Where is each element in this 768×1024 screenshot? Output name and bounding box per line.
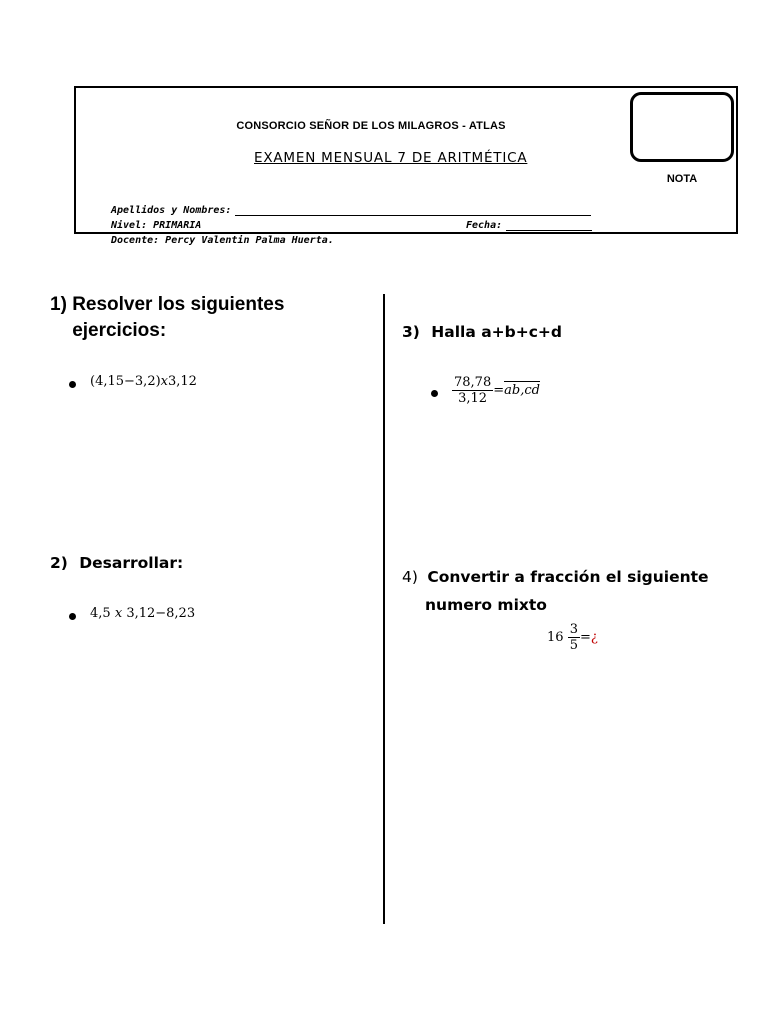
question-4-heading [402, 568, 709, 586]
date-label: Fecha: [466, 220, 503, 231]
q4-fraction [568, 622, 580, 653]
date-field [466, 220, 592, 231]
level-label: Nivel: PRIMARIA [111, 220, 202, 231]
question-4-expression [547, 622, 598, 653]
question-1-number: 1) [50, 294, 67, 315]
question-4-number: 4) [402, 568, 418, 586]
bullet-icon [69, 381, 76, 388]
exam-title: EXAMEN MENSUAL 7 DE ARITMÉTICA [254, 150, 528, 166]
q2-expr-post: 3,12−8,23 [126, 606, 196, 621]
q3-numerator: 78,78 [454, 375, 492, 390]
question-2-title: Desarrollar: [79, 554, 184, 572]
q4-equals: = [579, 630, 591, 645]
q4-numerator: 3 [569, 622, 578, 637]
grade-label: NOTA [666, 173, 698, 185]
q1-expr-pre: (4,15−3,2) [90, 374, 161, 389]
question-3-number: 3) [402, 323, 420, 341]
school-name: CONSORCIO SEÑOR DE LOS MILAGROS - ATLAS [236, 120, 506, 132]
question-1-title: Resolver los siguientes ejercicios: [72, 294, 285, 341]
grade-box[interactable] [630, 92, 734, 162]
exam-header [74, 86, 738, 246]
teacher-label: Docente: Percy Valentin Palma Huerta. [111, 235, 334, 246]
question-2-heading [50, 554, 183, 572]
q4-whole: 16 [547, 630, 564, 645]
question-4-title-line-2: numero mixto [425, 596, 547, 614]
question-3-title: Halla a+b+c+d [431, 323, 562, 341]
column-divider [383, 294, 385, 924]
q4-denominator: 5 [569, 638, 578, 653]
question-3-heading [402, 323, 562, 341]
bullet-icon [431, 390, 438, 397]
name-field [111, 205, 591, 216]
bullet-icon [69, 613, 76, 620]
q4-result: ¿ [590, 630, 598, 645]
q3-fraction [452, 375, 493, 406]
teacher-field [111, 235, 334, 246]
name-blank[interactable] [235, 205, 591, 216]
question-2-number: 2) [50, 554, 68, 572]
q3-equals: = [493, 383, 505, 398]
question-1-heading [50, 292, 350, 344]
q3-result: ab,cd [504, 383, 540, 398]
q2-expr-var: x [114, 606, 123, 621]
question-1-expression [90, 374, 197, 389]
question-4-title-line-1: Convertir a fracción el siguiente [427, 568, 709, 586]
q1-expr-post: 3,12 [168, 374, 197, 389]
question-3-expression [452, 375, 540, 406]
q3-denominator: 3,12 [458, 391, 488, 406]
q1-expr-var: x [160, 374, 168, 389]
date-blank[interactable] [506, 220, 592, 231]
question-2-expression [90, 606, 195, 621]
level-field [111, 220, 201, 231]
name-label: Apellidos y Nombres: [111, 205, 232, 216]
q2-expr-pre: 4,5 [90, 606, 111, 621]
